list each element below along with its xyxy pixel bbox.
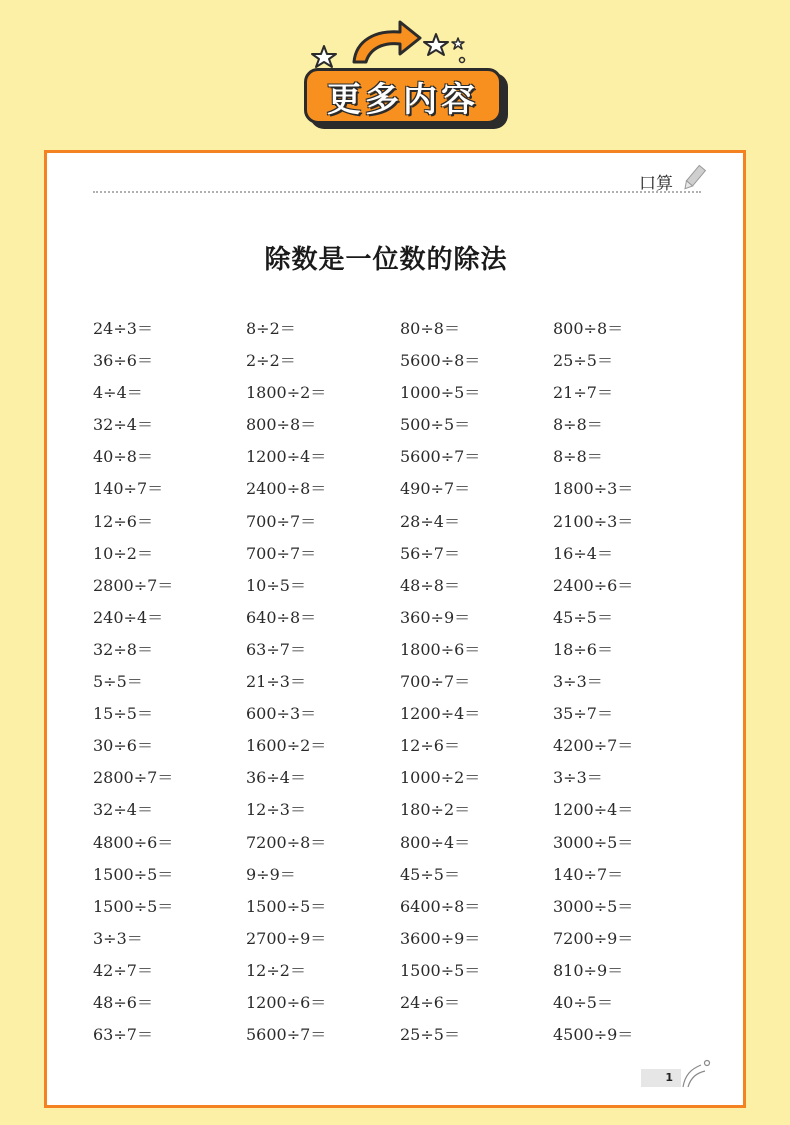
problem-cell: 2400÷8＝: [246, 479, 327, 499]
problem-cell: 4÷4＝: [93, 383, 143, 403]
problem-cell: 48÷6＝: [93, 992, 153, 1012]
problem-cell: 5600÷7＝: [400, 447, 481, 467]
page-title: 除数是一位数的除法: [264, 245, 508, 275]
problem-cell: 45÷5＝: [400, 864, 460, 884]
problem-cell: 40÷8＝: [93, 447, 153, 467]
problem-cell: 1500÷5＝: [246, 896, 327, 916]
problem-cell: 36÷4＝: [246, 768, 306, 788]
problem-cell: 25÷5＝: [553, 351, 613, 371]
problem-cell: 12÷6＝: [93, 511, 153, 531]
problem-cell: 10÷2＝: [93, 543, 153, 563]
problem-cell: 1000÷2＝: [400, 768, 481, 788]
problem-cell: 800÷8＝: [553, 319, 624, 338]
problem-cell: 800÷8＝: [246, 415, 317, 435]
problem-cell: 2800÷7＝: [93, 768, 174, 788]
more-content-banner[interactable]: [296, 16, 520, 132]
problem-cell: 12÷6＝: [400, 736, 460, 756]
problem-cell: 140÷7＝: [553, 864, 624, 884]
problem-cell: 16÷4＝: [553, 543, 613, 563]
swirl-icon: [679, 1057, 715, 1089]
problem-cell: 1200÷4＝: [400, 704, 481, 724]
problem-cell: 30÷6＝: [93, 736, 153, 756]
problem-cell: 500÷5＝: [400, 415, 471, 435]
problem-cell: 35÷7＝: [553, 704, 613, 724]
problem-cell: 3÷3＝: [553, 672, 603, 692]
problem-cell: 80÷8＝: [400, 319, 460, 338]
problem-cell: 4500÷9＝: [553, 1025, 634, 1045]
problem-cell: 36÷6＝: [93, 351, 153, 371]
problem-cell: 7200÷9＝: [553, 928, 634, 948]
problem-cell: 1500÷5＝: [93, 896, 174, 916]
problem-cell: 40÷5＝: [553, 992, 613, 1012]
problem-cell: 1800÷3＝: [553, 479, 634, 499]
page-number: 1: [641, 1069, 681, 1087]
problem-cell: 3000÷5＝: [553, 896, 634, 916]
problem-cell: 63÷7＝: [93, 1025, 153, 1045]
problem-cell: 9÷9＝: [246, 864, 296, 884]
problem-cell: 63÷7＝: [246, 639, 306, 659]
banner-label: 更多内容: [327, 79, 479, 120]
arrow-icon: [296, 16, 520, 76]
problem-cell: 1200÷4＝: [553, 800, 634, 820]
problem-cell: 24÷3＝: [93, 319, 153, 338]
problem-cell: 1600÷2＝: [246, 736, 327, 756]
problem-cell: 48÷8＝: [400, 575, 460, 595]
star-icon: [452, 38, 464, 49]
problem-cell: 4800÷6＝: [93, 832, 174, 852]
problem-cell: 810÷9＝: [553, 960, 624, 980]
problem-cell: 5÷5＝: [93, 672, 143, 692]
problem-cell: 1200÷4＝: [246, 447, 327, 467]
problem-cell: 25÷5＝: [400, 1025, 460, 1045]
problem-cell: 2700÷9＝: [246, 928, 327, 948]
problem-cell: 700÷7＝: [246, 543, 317, 563]
problem-cell: 28÷4＝: [400, 511, 460, 531]
section-label: 口算: [639, 174, 673, 194]
problem-cell: 24÷6＝: [400, 992, 460, 1012]
problem-cell: 2÷2＝: [246, 351, 296, 371]
problem-cell: 8÷2＝: [246, 319, 296, 338]
problem-cell: 700÷7＝: [246, 511, 317, 531]
problem-cell: 1800÷2＝: [246, 383, 327, 403]
problem-cell: 240÷4＝: [93, 607, 164, 627]
problem-cell: 8÷8＝: [553, 447, 603, 467]
worksheet: [44, 150, 746, 1108]
problem-cell: 45÷5＝: [553, 607, 613, 627]
problem-cell: 15÷5＝: [93, 704, 153, 724]
problem-cell: 7200÷8＝: [246, 832, 327, 852]
problem-cell: 12÷3＝: [246, 800, 306, 820]
problem-cell: 1200÷6＝: [246, 992, 327, 1012]
problem-cell: 2800÷7＝: [93, 575, 174, 595]
problem-cell: 2100÷3＝: [553, 511, 634, 531]
problem-cell: 56÷7＝: [400, 543, 460, 563]
banner-label-box: [304, 68, 502, 124]
pencil-icon: [681, 163, 707, 193]
problem-cell: 1500÷5＝: [93, 864, 174, 884]
problem-cell: 32÷4＝: [93, 415, 153, 435]
problem-cell: 640÷8＝: [246, 607, 317, 627]
problem-cell: 1800÷6＝: [400, 639, 481, 659]
problem-cell: 8÷8＝: [553, 415, 603, 435]
problem-cell: 21÷3＝: [246, 672, 306, 692]
star-icon: [424, 34, 448, 55]
problem-cell: 32÷4＝: [93, 800, 153, 820]
problem-cell: 140÷7＝: [93, 479, 164, 499]
problem-cell: 1500÷5＝: [400, 960, 481, 980]
problem-cell: 4200÷7＝: [553, 736, 634, 756]
header-divider: [93, 191, 701, 193]
problem-cell: 800÷4＝: [400, 832, 471, 852]
problem-cell: 180÷2＝: [400, 800, 471, 820]
star-icon: [312, 46, 336, 67]
problem-cell: 5600÷7＝: [246, 1025, 327, 1045]
problem-cell: 2400÷6＝: [553, 575, 634, 595]
problem-cell: 32÷8＝: [93, 639, 153, 659]
problem-cell: 42÷7＝: [93, 960, 153, 980]
problem-cell: 490÷7＝: [400, 479, 471, 499]
problem-cell: 21÷7＝: [553, 383, 613, 403]
problem-cell: 600÷3＝: [246, 704, 317, 724]
problem-cell: 3000÷5＝: [553, 832, 634, 852]
problem-cell: 6400÷8＝: [400, 896, 481, 916]
problem-cell: 3600÷9＝: [400, 928, 481, 948]
problem-cell: 18÷6＝: [553, 639, 613, 659]
problem-cell: 360÷9＝: [400, 607, 471, 627]
problem-cell: 3÷3＝: [553, 768, 603, 788]
problem-cell: 12÷2＝: [246, 960, 306, 980]
problem-cell: 5600÷8＝: [400, 351, 481, 371]
problem-cell: 10÷5＝: [246, 575, 306, 595]
problem-cell: 700÷7＝: [400, 672, 471, 692]
problem-cell: 3÷3＝: [93, 928, 143, 948]
problem-cell: 1000÷5＝: [400, 383, 481, 403]
problem-grid: [93, 313, 713, 1051]
